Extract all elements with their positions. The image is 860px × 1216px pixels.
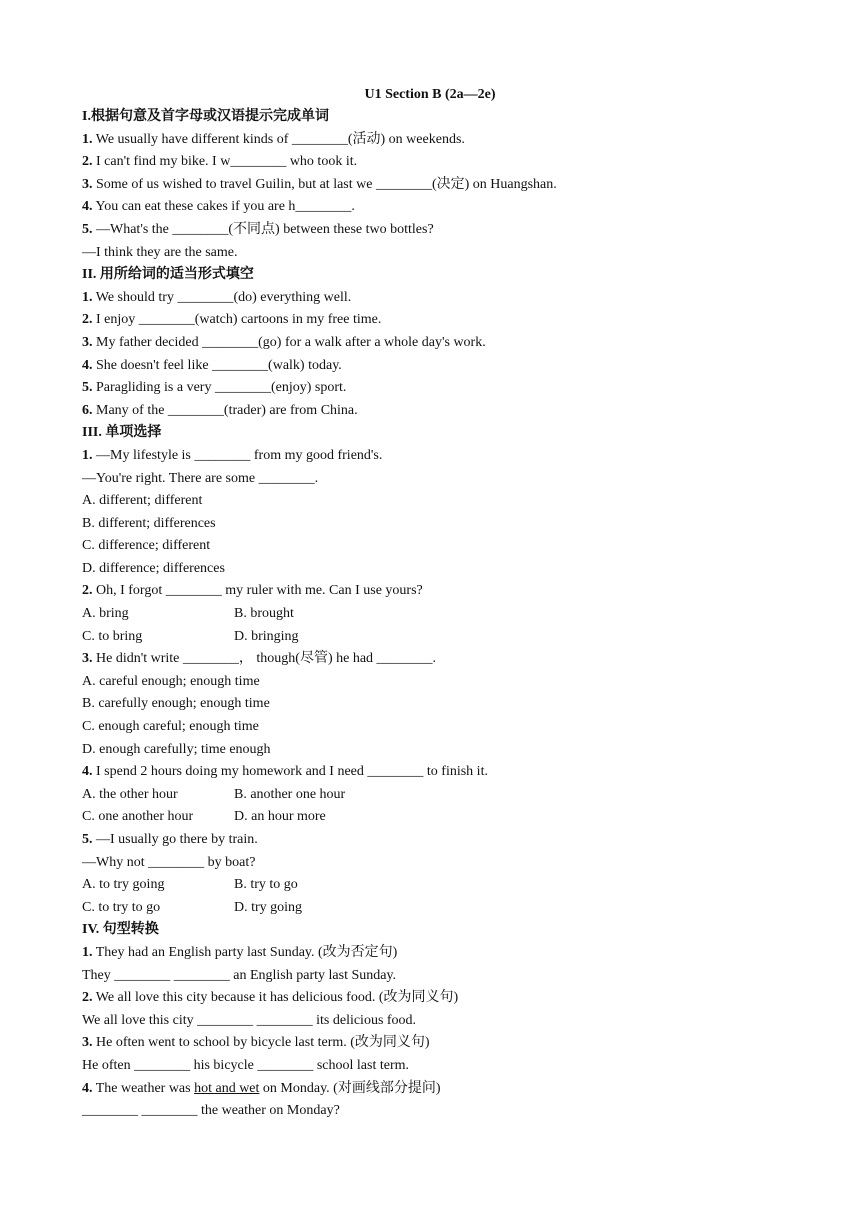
text-line — [82, 693, 782, 716]
option-right: B. brought — [234, 606, 294, 622]
question-text: on Monday. (对画线部分提问) — [259, 1080, 441, 1096]
question-number: 4. — [82, 764, 93, 780]
question-number: 3. — [82, 1035, 93, 1051]
line-text: C. enough careful; enough time — [82, 719, 259, 735]
option-row — [82, 874, 782, 897]
text-line — [82, 671, 782, 694]
question-text: I enjoy ________(watch) cartoons in my free time. — [92, 312, 382, 328]
text-line — [82, 513, 782, 536]
question-text: They had an English party last Sunday. (改为否定句) — [92, 944, 398, 960]
question-number: 4. — [82, 357, 93, 373]
question-line — [82, 445, 782, 468]
question-line — [82, 942, 782, 965]
line-text: ________ ________ the weather on Monday? — [82, 1103, 340, 1119]
text-line — [82, 242, 782, 265]
question-text: Oh, I forgot ________ my ruler with me. Can I use yours? — [92, 583, 423, 599]
question-line — [82, 400, 782, 423]
question-number: 3. — [82, 651, 93, 667]
question-line — [82, 196, 782, 219]
section-heading: II. 用所给词的适当形式填空 — [82, 267, 254, 283]
option-right: D. an hour more — [234, 809, 326, 825]
question-line — [82, 377, 782, 400]
question-line — [82, 1032, 782, 1055]
question-line — [82, 761, 782, 784]
text-line — [82, 965, 782, 988]
question-line — [82, 987, 782, 1010]
line-text: —I think they are the same. — [82, 244, 238, 260]
line-text: B. carefully enough; enough time — [82, 696, 270, 712]
question-line — [82, 219, 782, 242]
option-row — [82, 806, 782, 829]
question-number: 1. — [82, 131, 93, 147]
question-line — [82, 648, 782, 671]
question-number: 6. — [82, 402, 93, 418]
option-right: D. try going — [234, 899, 303, 915]
line-text: D. enough carefully; time enough — [82, 741, 271, 757]
question-number: 1. — [82, 289, 93, 305]
section-heading: III. 单项选择 — [82, 425, 162, 441]
line-text: He often ________ his bicycle ________ school last term. — [82, 1057, 409, 1073]
option-left: A. to try going — [82, 877, 165, 893]
question-number: 5. — [82, 380, 93, 396]
question-text: My father decided ________(go) for a walk after a whole day's work. — [92, 334, 486, 350]
text-line — [82, 468, 782, 491]
section-heading: I.根据句意及首字母或汉语提示完成单词 — [82, 109, 329, 124]
line-text: They ________ ________ an English party last Sunday. — [82, 967, 397, 983]
question-text: I spend 2 hours doing my homework and I need ________ to finish it. — [92, 764, 488, 780]
question-text: —My lifestyle is ________ from my good friend's. — [92, 447, 383, 463]
text-line — [82, 852, 782, 875]
question-number: 3. — [82, 176, 93, 192]
question-text: She doesn't feel like ________(walk) today. — [92, 357, 342, 373]
question-text: —I usually go there by train. — [92, 832, 258, 847]
option-left: C. to try to go — [82, 899, 161, 915]
text-line — [82, 535, 782, 558]
text-line — [82, 1055, 782, 1078]
question-text: We all love this city because it has delicious food. (改为同义句) — [92, 990, 459, 1006]
option-left: C. one another hour — [82, 809, 194, 825]
question-text: Many of the ________(trader) are from China. — [92, 402, 358, 418]
text-line — [82, 716, 782, 739]
option-row — [82, 626, 782, 649]
question-line — [82, 829, 782, 852]
question-text: He often went to school by bicycle last term. (改为同义句) — [92, 1035, 430, 1051]
section-heading: IV. 句型转换 — [82, 922, 159, 938]
text-line — [82, 558, 782, 581]
line-text: A. different; different — [82, 493, 203, 509]
question-text: Paragliding is a very ________(enjoy) sport. — [92, 380, 347, 396]
question-number: 5. — [82, 221, 93, 237]
question-line — [82, 151, 782, 174]
line-text: A. careful enough; enough time — [82, 673, 260, 689]
question-line — [82, 332, 782, 355]
question-line — [82, 580, 782, 603]
question-text: The weather was — [92, 1080, 195, 1096]
question-number: 1. — [82, 447, 93, 463]
question-number: 4. — [82, 1080, 93, 1096]
underlined-phrase: hot and wet — [194, 1080, 260, 1096]
line-text: C. difference; different — [82, 538, 211, 554]
question-number: 2. — [82, 583, 93, 599]
question-line — [82, 174, 782, 197]
question-text: We usually have different kinds of ________(活动) on weekends. — [92, 131, 465, 147]
line-text: B. different; differences — [82, 515, 216, 531]
option-left: A. the other hour — [82, 786, 178, 802]
option-row — [82, 897, 782, 920]
question-text: —What's the ________(不同点) between these two bottles? — [92, 221, 434, 237]
question-line — [82, 129, 782, 152]
question-number: 2. — [82, 990, 93, 1006]
line-text: We all love this city ________ ________ its delicious food. — [82, 1012, 417, 1028]
question-number: 5. — [82, 832, 93, 847]
line-text: —Why not ________ by boat? — [82, 854, 256, 870]
question-text: We should try ________(do) everything well. — [92, 289, 352, 305]
question-number: 4. — [82, 199, 93, 215]
option-left: A. bring — [82, 606, 129, 622]
question-line — [82, 355, 782, 378]
option-right: B. another one hour — [234, 786, 346, 802]
question-number: 2. — [82, 312, 93, 328]
question-text: You can eat these cakes if you are h________. — [92, 199, 355, 215]
option-row — [82, 784, 782, 807]
text-line — [82, 490, 782, 513]
line-text: —You're right. There are some ________. — [82, 470, 319, 486]
question-text: He didn't write ________， though(尽管) he had ________. — [92, 651, 437, 667]
question-text: I can't find my bike. I w________ who took it. — [92, 154, 358, 170]
option-row — [82, 603, 782, 626]
question-text: Some of us wished to travel Guilin, but at last we ________(决定) on Huangshan. — [92, 176, 557, 192]
option-right: D. bringing — [234, 628, 299, 644]
option-right: B. try to go — [234, 877, 298, 893]
worksheet-body — [82, 106, 782, 1123]
question-line — [82, 1078, 782, 1101]
question-number: 2. — [82, 154, 93, 170]
option-left: C. to bring — [82, 628, 143, 644]
question-number: 3. — [82, 334, 93, 350]
text-line — [82, 1010, 782, 1033]
question-line — [82, 287, 782, 310]
text-line — [82, 739, 782, 762]
question-number: 1. — [82, 944, 93, 960]
worksheet-title: U1 Section B (2a—2e) — [364, 87, 496, 102]
question-line — [82, 309, 782, 332]
line-text: D. difference; differences — [82, 560, 225, 576]
text-line — [82, 1100, 782, 1123]
